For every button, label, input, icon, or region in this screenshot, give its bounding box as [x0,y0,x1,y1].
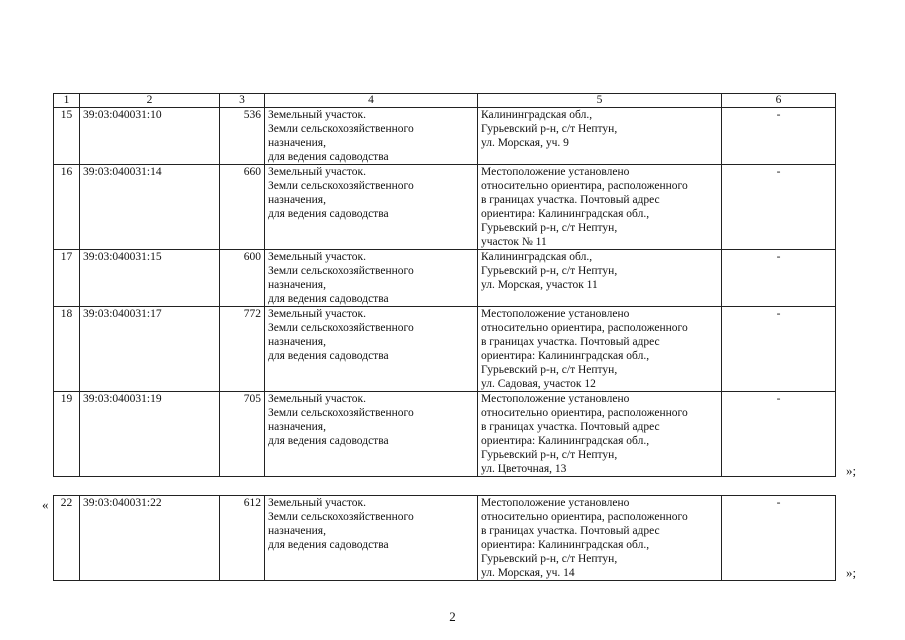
purpose-line: Земельный участок. [268,251,366,263]
cadastral-number: 39:03:040031:15 [80,250,220,307]
purpose-line: для ведения садоводства [268,539,389,551]
purpose-line: Земли сельскохозяйственного [268,511,414,523]
address-line: Местоположение установлено [481,308,630,320]
cadastral-number: 39:03:040031:19 [80,392,220,477]
plot-address [478,392,722,477]
column-header: 2 [80,94,220,108]
address-line: Гурьевский р-н, с/т Нептун, [481,222,618,234]
address-line: участок № 11 [481,236,547,248]
extra-info: - [722,496,836,581]
table-row [54,496,836,581]
purpose-line: Земли сельскохозяйственного [268,407,414,419]
address-line: Гурьевский р-н, с/т Нептун, [481,265,618,277]
address-line: Калининградская обл., [481,109,593,121]
address-line: в границах участка. Почтовый адрес [481,421,660,433]
table-row [54,250,836,307]
plot-purpose [265,108,478,165]
purpose-line: Земельный участок. [268,497,366,509]
cadastral-number: 39:03:040031:17 [80,307,220,392]
row-number: 16 [54,165,80,250]
address-line: относительно ориентира, расположенного [481,511,688,523]
cadastral-number: 39:03:040031:22 [80,496,220,581]
purpose-line: Земли сельскохозяйственного [268,265,414,277]
plot-area: 705 [220,392,265,477]
purpose-line: назначения, [268,336,326,348]
address-line: ул. Морская, уч. 9 [481,137,569,149]
row-number: 17 [54,250,80,307]
column-header: 5 [478,94,722,108]
plot-address [478,165,722,250]
column-header: 1 [54,94,80,108]
address-line: в границах участка. Почтовый адрес [481,525,660,537]
address-line: Гурьевский р-н, с/т Нептун, [481,553,618,565]
plot-purpose [265,165,478,250]
address-line: Местоположение установлено [481,166,630,178]
purpose-line: Земельный участок. [268,166,366,178]
plot-purpose [265,392,478,477]
land-plots-table-body [54,94,836,477]
address-line: в границах участка. Почтовый адрес [481,194,660,206]
purpose-line: для ведения садоводства [268,350,389,362]
plot-area: 660 [220,165,265,250]
row-number: 22 [54,496,80,581]
cadastral-number: 39:03:040031:14 [80,165,220,250]
closing-quote: »; [846,463,857,478]
purpose-line: Земельный участок. [268,109,366,121]
purpose-line: назначения, [268,194,326,206]
address-line: Калининградская обл., [481,251,593,263]
table-row [54,392,836,477]
purpose-line: Земельный участок. [268,393,366,405]
table-row [54,165,836,250]
address-line: Местоположение установлено [481,497,630,509]
purpose-line: назначения, [268,525,326,537]
header-row [54,94,836,108]
plot-address [478,496,722,581]
row-number: 18 [54,307,80,392]
land-plots-table [53,93,836,477]
extra-info: - [722,392,836,477]
extra-info: - [722,108,836,165]
purpose-line: назначения, [268,279,326,291]
plot-address [478,307,722,392]
land-plots-table-continued [53,495,836,581]
plot-area: 612 [220,496,265,581]
address-line: относительно ориентира, расположенного [481,180,688,192]
closing-quote-2: »; [846,565,857,580]
extra-info: - [722,250,836,307]
address-line: Гурьевский р-н, с/т Нептун, [481,123,618,135]
purpose-line: Земли сельскохозяйственного [268,180,414,192]
address-line: ул. Морская, уч. 14 [481,567,575,579]
column-header: 4 [265,94,478,108]
purpose-line: Земли сельскохозяйственного [268,322,414,334]
address-line: относительно ориентира, расположенного [481,407,688,419]
purpose-line: для ведения садоводства [268,435,389,447]
plot-area: 772 [220,307,265,392]
purpose-line: Земельный участок. [268,308,366,320]
plot-area: 600 [220,250,265,307]
address-line: ориентира: Калининградская обл., [481,208,650,220]
purpose-line: Земли сельскохозяйственного [268,123,414,135]
row-number: 19 [54,392,80,477]
address-line: ориентира: Калининградская обл., [481,350,650,362]
plot-area: 536 [220,108,265,165]
address-line: Местоположение установлено [481,393,630,405]
address-line: в границах участка. Почтовый адрес [481,336,660,348]
plot-purpose [265,307,478,392]
purpose-line: назначения, [268,137,326,149]
purpose-line: для ведения садоводства [268,208,389,220]
plot-address [478,250,722,307]
purpose-line: назначения, [268,421,326,433]
land-plots-table-continued-body [54,496,836,581]
address-line: ориентира: Калининградская обл., [481,539,650,551]
opening-quote: « [42,497,49,512]
column-header: 6 [722,94,836,108]
cadastral-number: 39:03:040031:10 [80,108,220,165]
address-line: Гурьевский р-н, с/т Нептун, [481,449,618,461]
purpose-line: для ведения садоводства [268,151,389,163]
address-line: ориентира: Калининградская обл., [481,435,650,447]
purpose-line: для ведения садоводства [268,293,389,305]
plot-purpose [265,496,478,581]
table-row [54,108,836,165]
row-number: 15 [54,108,80,165]
extra-info: - [722,307,836,392]
address-line: относительно ориентира, расположенного [481,322,688,334]
address-line: ул. Садовая, участок 12 [481,378,596,390]
page-number: 2 [449,609,456,624]
table-row [54,307,836,392]
column-header: 3 [220,94,265,108]
address-line: ул. Морская, участок 11 [481,279,598,291]
extra-info: - [722,165,836,250]
plot-purpose [265,250,478,307]
plot-address [478,108,722,165]
address-line: ул. Цветочная, 13 [481,463,567,475]
address-line: Гурьевский р-н, с/т Нептун, [481,364,618,376]
